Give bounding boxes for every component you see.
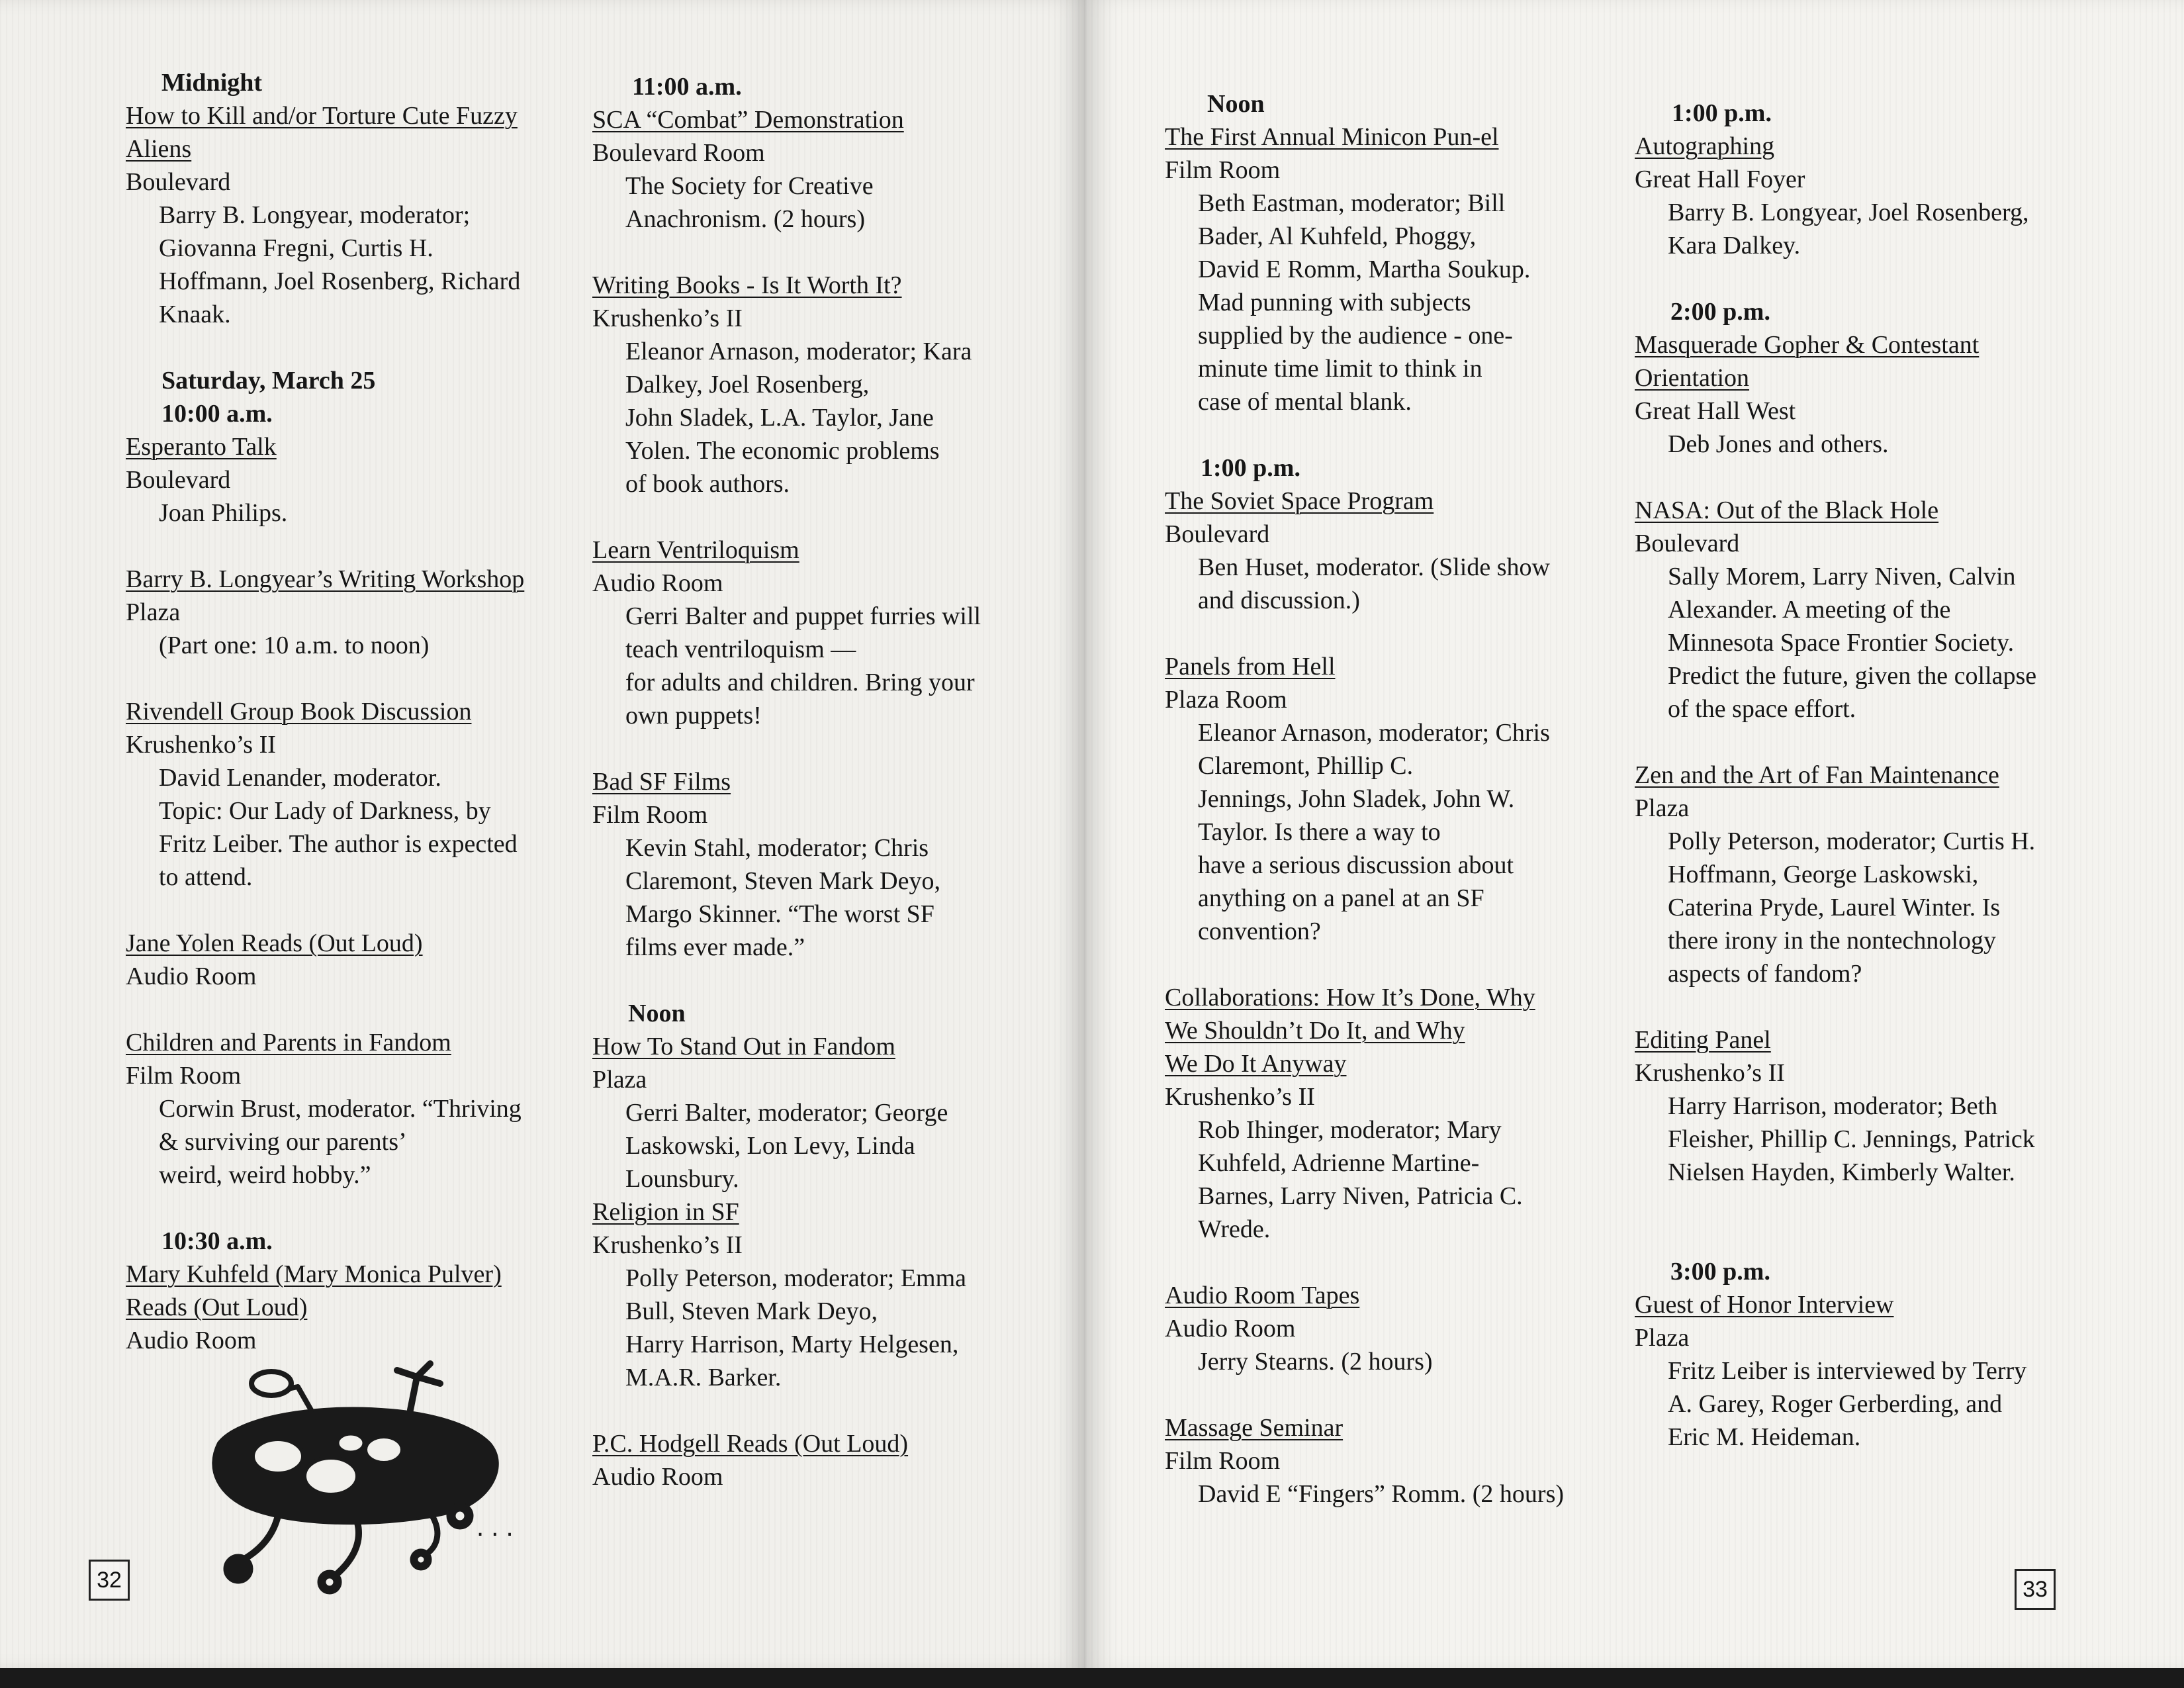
event-desc: Yolen. The economic problems (625, 437, 940, 465)
event-desc: Beth Eastman, moderator; Bill (1198, 189, 1506, 217)
event-desc: Gerri Balter and puppet furries will (625, 602, 981, 630)
event-title: Aliens (126, 135, 192, 163)
event-desc: of book authors. (625, 470, 790, 498)
event-zen-fan-maintenance (1635, 759, 2111, 990)
event-title: Barry B. Longyear’s Writing Workshop (126, 565, 525, 593)
event-desc: Claremont, Steven Mark Deyo, (625, 867, 940, 895)
event-title: Bad SF Films (592, 768, 731, 796)
event-desc: Dalkey, Joel Rosenberg, (625, 371, 870, 399)
event-hodgell-reads (592, 1427, 1056, 1493)
event-title: SCA “Combat” Demonstration (592, 106, 904, 134)
event-editing-panel (1635, 1023, 2111, 1189)
event-desc: Margo Skinner. “The worst SF (625, 900, 934, 928)
event-desc: Giovanna Fregni, Curtis H. (159, 234, 433, 262)
event-title: We Shouldn’t Do It, and Why (1165, 1017, 1465, 1045)
schedule-column-1 (126, 66, 589, 1357)
event-title: Autographing (1635, 132, 1775, 160)
event-desc: The Society for Creative (625, 172, 874, 200)
event-room: Krushenko’s II (1165, 1083, 1315, 1111)
event-room: Plaza Room (1165, 686, 1287, 714)
doodle-trail: . . . (477, 1513, 514, 1542)
event-kill-torture-fuzzy-aliens (126, 99, 589, 331)
event-desc: Barry B. Longyear, moderator; (159, 201, 471, 229)
event-desc: weird, weird hobby.” (159, 1161, 371, 1189)
event-children-parents-fandom (126, 1026, 589, 1192)
event-desc: Caterina Pryde, Laurel Winter. Is (1668, 894, 2001, 921)
event-desc: Eleanor Arnason, moderator; Chris (1198, 719, 1550, 747)
event-desc: Polly Peterson, moderator; Emma (625, 1264, 967, 1292)
event-desc: Mad punning with subjects (1198, 289, 1471, 316)
event-title: The First Annual Minicon Pun-el (1165, 123, 1499, 151)
event-desc: aspects of fandom? (1668, 960, 1862, 988)
event-desc: Minnesota Space Frontier Society. (1668, 629, 2015, 657)
event-title: Massage Seminar (1165, 1414, 1343, 1442)
event-mary-kuhfeld-reads (126, 1258, 589, 1357)
event-desc: Harry Harrison, moderator; Beth (1668, 1092, 1998, 1120)
event-room: Boulevard (126, 466, 231, 494)
event-learn-ventriloquism (592, 534, 1056, 732)
event-desc: films ever made.” (625, 933, 805, 961)
event-room: Plaza (126, 598, 181, 626)
event-collaborations (1165, 981, 1641, 1246)
time-heading: 1:00 p.m. (1201, 454, 1300, 482)
event-desc: Barnes, Larry Niven, Patricia C. (1198, 1182, 1523, 1210)
event-title: Rivendell Group Book Discussion (126, 698, 472, 726)
time-heading: Noon (1207, 90, 1265, 118)
schedule-column-2 (592, 70, 1056, 1493)
event-title: Mary Kuhfeld (Mary Monica Pulver) (126, 1260, 502, 1288)
event-desc: David E “Fingers” Romm. (2 hours) (1198, 1480, 1565, 1508)
event-title: Audio Room Tapes (1165, 1282, 1360, 1309)
event-desc: & surviving our parents’ (159, 1128, 407, 1156)
event-title: Orientation (1635, 364, 1750, 392)
event-title: Children and Parents in Fandom (126, 1029, 451, 1056)
event-desc: convention? (1198, 917, 1321, 945)
event-desc: David E Romm, Martha Soukup. (1198, 256, 1531, 283)
event-title: Panels from Hell (1165, 653, 1336, 680)
event-sca-combat-demo (592, 103, 1056, 236)
schedule-column-4 (1635, 97, 2111, 1454)
event-desc: Eleanor Arnason, moderator; Kara (625, 338, 972, 365)
event-desc: Taylor. Is there a way to (1198, 818, 1441, 846)
event-desc: Claremont, Phillip C. (1198, 752, 1414, 780)
event-desc: own puppets! (625, 702, 762, 729)
event-panels-from-hell (1165, 650, 1641, 948)
event-room: Plaza (592, 1066, 647, 1094)
event-room: Boulevard (1165, 520, 1270, 548)
event-room: Audio Room (126, 962, 257, 990)
time-heading: 1:00 p.m. (1672, 99, 1772, 127)
event-room: Great Hall West (1635, 397, 1796, 425)
event-autographing (1635, 130, 2111, 262)
event-bad-sf-films (592, 765, 1056, 964)
time-heading: 11:00 a.m. (632, 73, 742, 101)
event-desc: Lounsbury. (625, 1165, 739, 1193)
event-jane-yolen-reads (126, 927, 589, 993)
event-title: Learn Ventriloquism (592, 536, 799, 564)
event-massage-seminar (1165, 1411, 1641, 1511)
day-heading: Saturday, March 25 (161, 367, 376, 395)
right-page (1085, 0, 2184, 1668)
event-desc: Bull, Steven Mark Deyo, (625, 1297, 878, 1325)
time-heading: 10:30 a.m. (161, 1227, 273, 1255)
event-desc: Polly Peterson, moderator; Curtis H. (1668, 827, 2036, 855)
event-rivendell-book-discussion (126, 695, 589, 894)
event-desc: Anachronism. (2 hours) (625, 205, 865, 233)
event-writing-books (592, 269, 1056, 500)
event-desc: Alexander. A meeting of the (1668, 596, 1951, 624)
event-room: Film Room (1165, 1447, 1281, 1475)
event-title: Zen and the Art of Fan Maintenance (1635, 761, 1999, 789)
event-desc: Topic: Our Lady of Darkness, by (159, 797, 491, 825)
event-desc: Barry B. Longyear, Joel Rosenberg, (1668, 199, 2029, 226)
event-room: Film Room (1165, 156, 1281, 184)
event-desc: to attend. (159, 863, 253, 891)
page-number-right: 33 (2015, 1569, 2056, 1610)
event-desc: Deb Jones and others. (1668, 430, 1889, 458)
event-desc: Hoffmann, Joel Rosenberg, Richard (159, 267, 521, 295)
event-desc: teach ventriloquism — (625, 635, 856, 663)
event-desc: of the space effort. (1668, 695, 1856, 723)
event-desc: minute time limit to think in (1198, 355, 1482, 383)
event-desc: Nielsen Hayden, Kimberly Walter. (1668, 1158, 2015, 1186)
event-desc: Bader, Al Kuhfeld, Phoggy, (1198, 222, 1477, 250)
left-page (0, 0, 1085, 1668)
schedule-column-3 (1165, 87, 1641, 1511)
event-soviet-space-program (1165, 485, 1641, 617)
event-room: Krushenko’s II (126, 731, 276, 759)
event-desc: have a serious discussion about (1198, 851, 1514, 879)
event-desc: Knaak. (159, 301, 231, 328)
event-desc: M.A.R. Barker. (625, 1364, 782, 1391)
event-desc: supplied by the audience - one- (1198, 322, 1513, 350)
event-room: Great Hall Foyer (1635, 165, 1805, 193)
event-masquerade-gopher (1635, 328, 2111, 461)
event-title: Reads (Out Loud) (126, 1293, 308, 1321)
event-desc: Sally Morem, Larry Niven, Calvin (1668, 563, 2016, 590)
event-desc: Kuhfeld, Adrienne Martine- (1198, 1149, 1480, 1177)
event-room: Audio Room (1165, 1315, 1296, 1342)
event-room: Audio Room (592, 1463, 723, 1491)
event-title: P.C. Hodgell Reads (Out Loud) (592, 1430, 909, 1458)
event-desc: Gerri Balter, moderator; George (625, 1099, 948, 1127)
event-title: How to Kill and/or Torture Cute Fuzzy (126, 102, 518, 130)
event-title: We Do It Anyway (1165, 1050, 1347, 1078)
event-nasa-black-hole (1635, 494, 2111, 726)
event-desc: Jerry Stearns. (2 hours) (1198, 1348, 1433, 1376)
event-title: Esperanto Talk (126, 433, 277, 461)
event-room: Film Room (592, 801, 708, 829)
doodle-illustration (199, 1350, 569, 1602)
event-desc: anything on a panel at an SF (1198, 884, 1484, 912)
event-title: Masquerade Gopher & Contestant (1635, 331, 1979, 359)
event-desc: Kara Dalkey. (1668, 232, 1801, 259)
event-desc: Hoffmann, George Laskowski, (1668, 861, 1979, 888)
event-title: Jane Yolen Reads (Out Loud) (126, 929, 423, 957)
time-heading: 10:00 a.m. (161, 400, 273, 428)
event-room: Film Room (126, 1062, 242, 1090)
event-title: NASA: Out of the Black Hole (1635, 496, 1939, 524)
event-desc: Eric M. Heideman. (1668, 1423, 1861, 1451)
event-room: Boulevard Room (592, 139, 765, 167)
event-room: Plaza (1635, 794, 1690, 822)
event-desc: Jennings, John Sladek, John W. (1198, 785, 1515, 813)
event-stand-out-in-fandom (592, 1030, 1056, 1196)
event-desc: A. Garey, Roger Gerberding, and (1668, 1390, 2003, 1418)
time-heading: Midnight (161, 69, 263, 97)
event-desc: and discussion.) (1198, 586, 1360, 614)
event-room: Audio Room (126, 1327, 257, 1354)
event-title: The Soviet Space Program (1165, 487, 1434, 515)
event-desc: there irony in the nontechnology (1668, 927, 1996, 955)
event-title: Guest of Honor Interview (1635, 1291, 1894, 1319)
event-room: Krushenko’s II (592, 1231, 743, 1259)
event-desc: Fritz Leiber. The author is expected (159, 830, 518, 858)
event-desc: John Sladek, L.A. Taylor, Jane (625, 404, 934, 432)
event-desc: Wrede. (1198, 1215, 1271, 1243)
event-guest-of-honor-interview (1635, 1288, 2111, 1454)
event-desc: Fleisher, Phillip C. Jennings, Patrick (1668, 1125, 2035, 1153)
event-desc: Laskowski, Lon Levy, Linda (625, 1132, 915, 1160)
event-desc: Harry Harrison, Marty Helgesen, (625, 1331, 959, 1358)
event-desc: Fritz Leiber is interviewed by Terry (1668, 1357, 2027, 1385)
event-room: Boulevard (1635, 530, 1740, 557)
event-title: Writing Books - Is It Worth It? (592, 271, 902, 299)
event-room: Krushenko’s II (1635, 1059, 1785, 1087)
event-title: Religion in SF (592, 1198, 739, 1226)
event-room: Krushenko’s II (592, 305, 743, 332)
event-title: How To Stand Out in Fandom (592, 1033, 895, 1060)
event-room: Boulevard (126, 168, 231, 196)
time-heading: 3:00 p.m. (1670, 1258, 1770, 1286)
event-desc: Ben Huset, moderator. (Slide show (1198, 553, 1550, 581)
event-title: Editing Panel (1635, 1026, 1771, 1054)
event-desc: case of mental blank. (1198, 388, 1412, 416)
event-room: Audio Room (592, 569, 723, 597)
page-number-left: 32 (89, 1560, 130, 1601)
event-desc: Rob Ihinger, moderator; Mary (1198, 1116, 1502, 1144)
event-desc: Corwin Brust, moderator. “Thriving (159, 1095, 522, 1123)
event-desc: David Lenander, moderator. (159, 764, 441, 792)
event-room: Plaza (1635, 1324, 1690, 1352)
event-desc: Predict the future, given the collapse (1668, 662, 2037, 690)
time-heading: 2:00 p.m. (1670, 298, 1770, 326)
event-desc: Joan Philips. (159, 499, 288, 527)
event-desc: for adults and children. Bring your (625, 669, 975, 696)
event-esperanto-talk (126, 430, 589, 530)
event-title: Collaborations: How It’s Done, Why (1165, 984, 1535, 1011)
event-desc: (Part one: 10 a.m. to noon) (159, 632, 430, 659)
event-audio-room-tapes (1165, 1279, 1641, 1378)
event-religion-in-sf (592, 1196, 1056, 1394)
event-writing-workshop (126, 563, 589, 662)
event-desc: Kevin Stahl, moderator; Chris (625, 834, 929, 862)
event-minicon-pun-el (1165, 120, 1641, 418)
time-heading: Noon (628, 1000, 686, 1027)
